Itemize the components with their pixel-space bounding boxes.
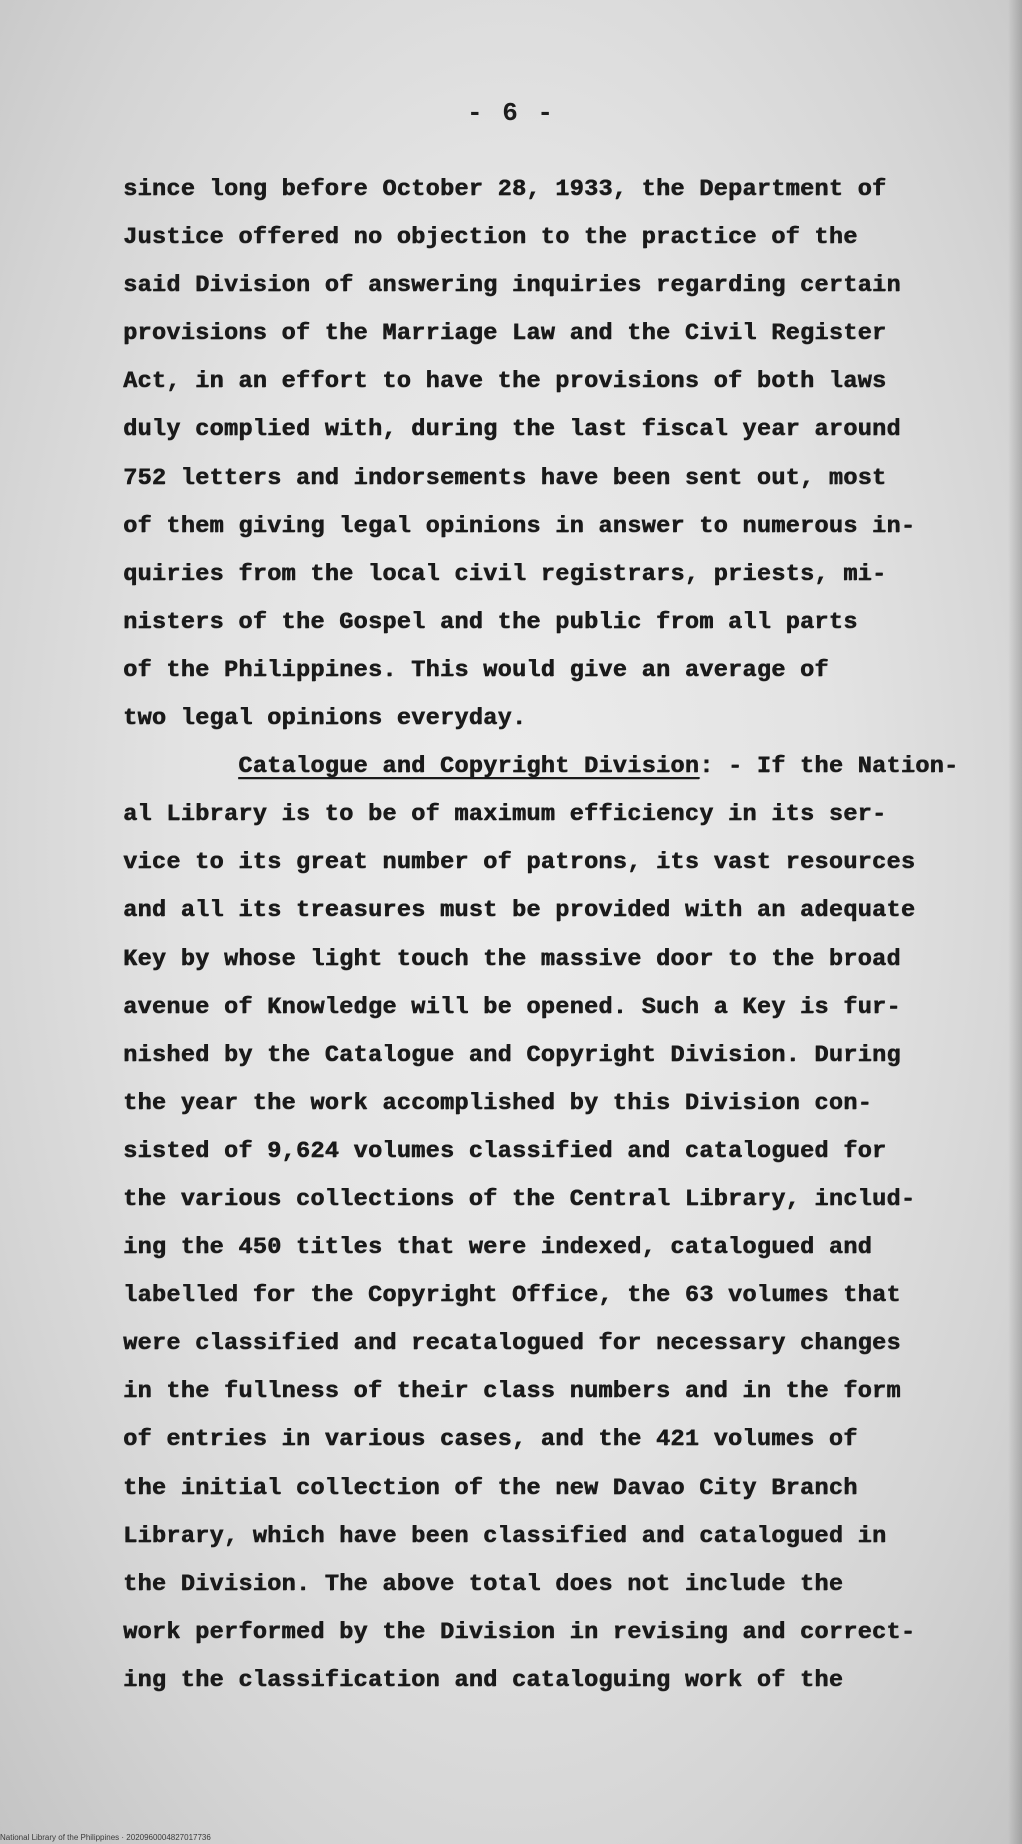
text-line: al Library is to be of maximum efficiency in its ser- (123, 801, 887, 829)
text-line: Act, in an effort to have the provisions of both laws (123, 368, 887, 396)
text-line: of the Philippines. This would give an average of (123, 656, 829, 684)
text-line: provisions of the Marriage Law and the Civil Register (123, 320, 887, 348)
text-line: of entries in various cases, and the 421 volumes of (123, 1426, 858, 1454)
text-line: Justice offered no objection to the practice of the (123, 224, 858, 252)
text-line: avenue of Knowledge will be opened. Such a Key is fur- (123, 993, 901, 1021)
text-line: the various collections of the Central Library, includ- (123, 1185, 916, 1213)
section-heading: Catalogue and Copyright Division (238, 753, 700, 781)
text-line: ing the classification and cataloguing work of the (123, 1666, 844, 1694)
text-line: two legal opinions everyday. (123, 705, 527, 733)
text-line: work performed by the Division in revising and correct- (123, 1618, 916, 1646)
text-line: and all its treasures must be provided with an adequate (123, 897, 916, 925)
text-line: nished by the Catalogue and Copyright Division. During (123, 1041, 901, 1069)
text-line: the year the work accomplished by this Division con- (123, 1089, 872, 1117)
text-line: Key by whose light touch the massive door to the broad (123, 945, 901, 973)
section-heading-continuation: : - If the Nation- (699, 753, 959, 781)
text-line: since long before October 28, 1933, the Department of (123, 176, 887, 203)
text-line: the initial collection of the new Davao City Branch (123, 1474, 858, 1502)
text-line: nisters of the Gospel and the public from all parts (123, 608, 858, 636)
text-line: Library, which have been classified and catalogued in (123, 1522, 887, 1550)
text-line: said Division of answering inquiries regarding certain (123, 272, 901, 300)
text-line: vice to its great number of patrons, its vast resources (123, 849, 916, 877)
text-line: 752 letters and indorsements have been sent out, most (123, 464, 887, 492)
section-heading-line (123, 743, 983, 791)
text-line: of them giving legal opinions in answer to numerous in- (123, 512, 916, 540)
body-text (123, 166, 983, 1705)
archive-credit: National Library of the Philippines · 2020960004827017736 (0, 1833, 211, 1842)
text-line: in the fullness of their class numbers and in the form (123, 1378, 901, 1406)
text-line: sisted of 9,624 volumes classified and catalogued for (123, 1137, 887, 1165)
text-line: quiries from the local civil registrars, priests, mi- (123, 560, 887, 588)
text-line: the Division. The above total does not include the (123, 1570, 844, 1598)
page-edge-shadow (1008, 0, 1022, 1844)
text-line: were classified and recatalogued for necessary changes (123, 1330, 901, 1358)
text-line: duly complied with, during the last fiscal year around (123, 416, 901, 444)
page-number: - 6 - (466, 98, 555, 128)
text-line: labelled for the Copyright Office, the 63 volumes that (123, 1282, 901, 1310)
text-line: ing the 450 titles that were indexed, catalogued and (123, 1234, 872, 1262)
